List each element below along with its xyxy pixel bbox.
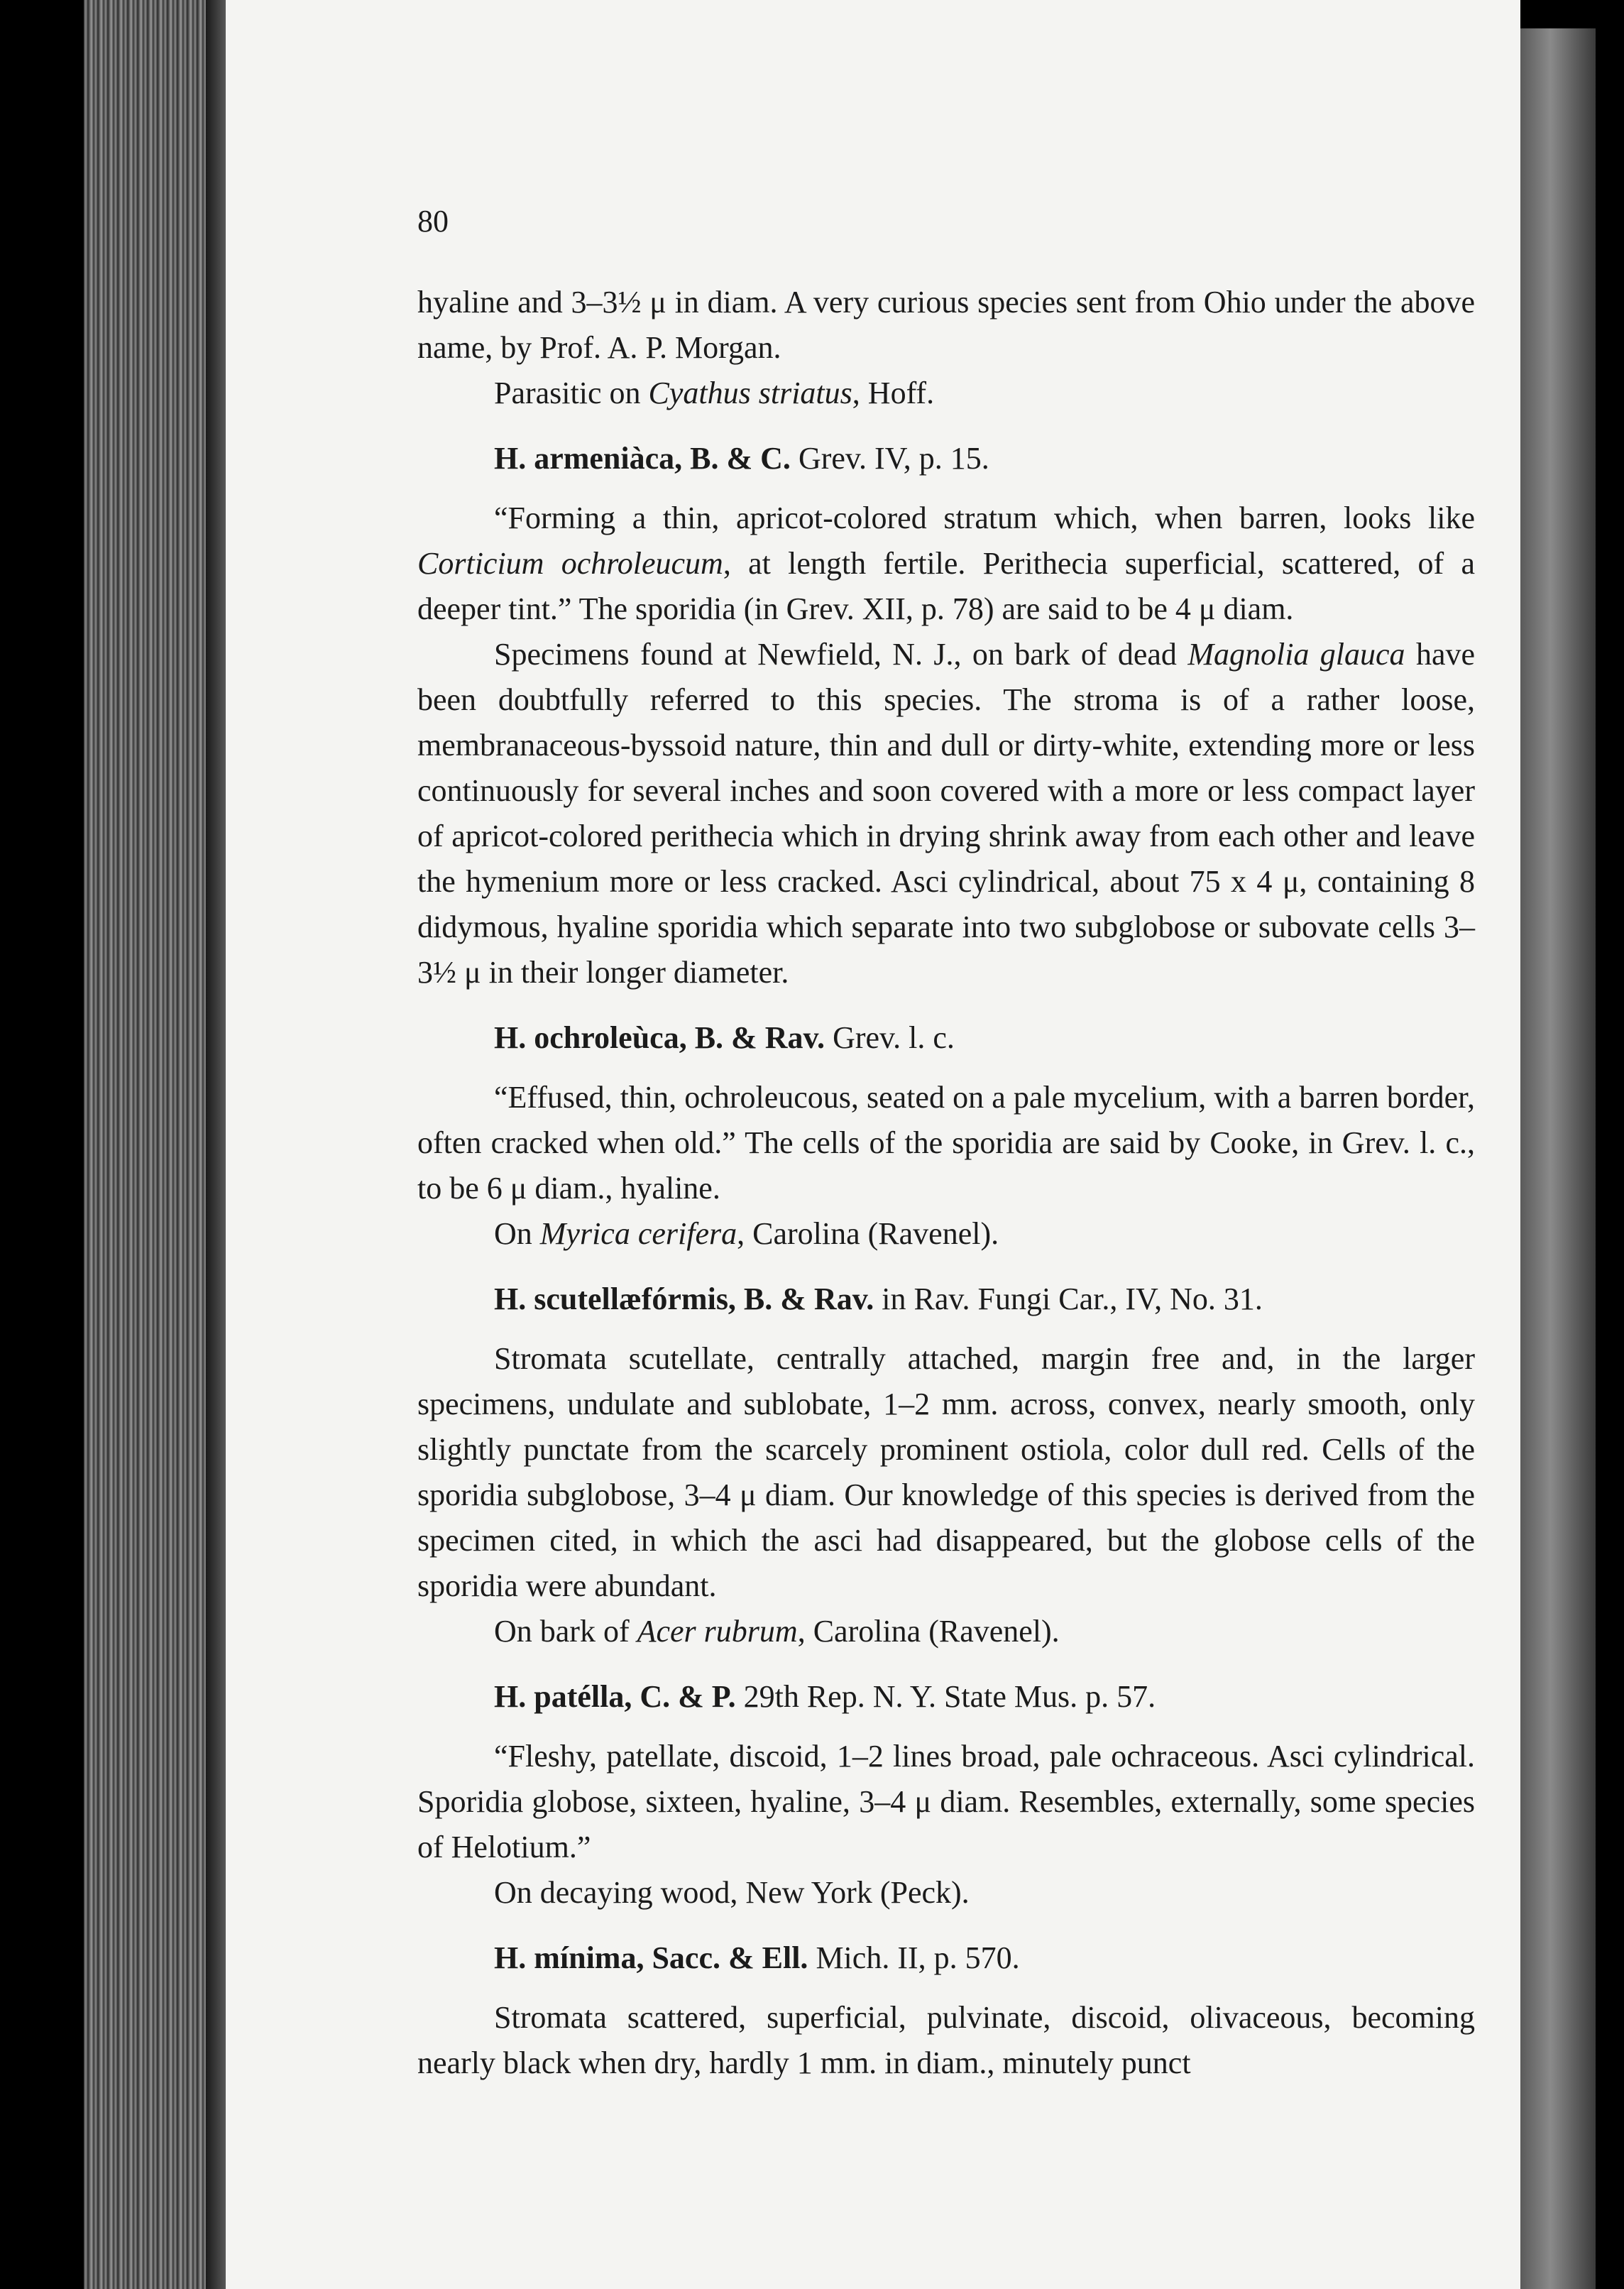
- text-run: On decaying wood, New York (Peck).: [494, 1875, 970, 1910]
- body-paragraph: [417, 1870, 1475, 1916]
- text-run: , Hoff.: [852, 376, 935, 410]
- species-name: H. scutellæfórmis, B. & Rav.: [494, 1282, 874, 1316]
- body-paragraph: [417, 1075, 1475, 1211]
- species-reference: Mich. II, p. 570.: [808, 1940, 1020, 1975]
- body-paragraph: [417, 1734, 1475, 1870]
- text-run: On: [494, 1216, 540, 1251]
- body-paragraph: [417, 496, 1475, 632]
- species-heading: [494, 1015, 1475, 1061]
- text-run: “Fleshy, patellate, discoid, 1–2 lines broad, pale ochraceous. Asci cylindrical. Sporidia globose, sixteen, hyaline, 3–4 μ diam. Resembles, externally, some species of Helotium.”: [417, 1739, 1475, 1864]
- species-heading: [494, 1935, 1475, 1981]
- species-reference: Grev. IV, p. 15.: [790, 441, 989, 476]
- text-run: Specimens found at Newfield, N. J., on bark of dead: [494, 637, 1188, 672]
- species-reference: 29th Rep. N. Y. State Mus. p. 57.: [735, 1679, 1156, 1714]
- page-content: [417, 199, 1475, 2086]
- text-run: hyaline and 3–3½ μ in diam. A very curious species sent from Ohio under the above name, by Prof. A. P. Morgan.: [417, 285, 1475, 365]
- body-paragraph: [417, 1336, 1475, 1609]
- taxon-italic: Corticium ochroleucum: [417, 546, 723, 581]
- body-paragraph: [417, 632, 1475, 995]
- book-page: [226, 0, 1520, 2289]
- text-run: , Carolina (Ravenel).: [737, 1216, 999, 1251]
- taxon-italic: Myrica cerifera: [539, 1216, 737, 1251]
- body-paragraph: [417, 280, 1475, 371]
- body-paragraph: [417, 1995, 1475, 2086]
- species-name: H. mínima, Sacc. & Ell.: [494, 1940, 808, 1975]
- body-paragraph: [417, 371, 1475, 416]
- species-name: H. armeniàca, B. & C.: [494, 441, 791, 476]
- text-run: have been doubtfully referred to this species. The stroma is of a rather loose, membranaceous-byssoid nature, thin and dull or dirty-white, extending more or less continuously for several inches and soon covered with a more or less compact layer of apricot-colored perithecia which in drying shrink away from each other and leave the hymenium more or less cracked. Asci cylindrical, about 75 x 4 μ, containing 8 didymous, hyaline sporidia which separate into two subglobose or subovate cells 3–3½ μ in their longer diameter.: [417, 637, 1475, 990]
- species-heading: [494, 1674, 1475, 1720]
- species-reference: in Rav. Fungi Car., IV, No. 31.: [874, 1282, 1263, 1316]
- page-number: 80: [417, 204, 449, 239]
- species-heading: [494, 436, 1475, 481]
- taxon-italic: Cyathus striatus: [648, 376, 852, 410]
- body-paragraph: [417, 1211, 1475, 1257]
- book-page-edges: [84, 0, 219, 2289]
- text-run: Parasitic on: [494, 376, 649, 410]
- taxon-italic: Acer rubrum: [637, 1614, 798, 1649]
- text-run: “Effused, thin, ochroleucous, seated on a pale mycelium, with a barren border, often cracked when old.” The cells of the sporidia are said by Cooke, in Grev. l. c., to be 6 μ diam., hyaline.: [417, 1080, 1475, 1206]
- body-paragraph: [417, 1609, 1475, 1654]
- text-run: On bark of: [494, 1614, 637, 1649]
- species-reference: Grev. l. c.: [825, 1020, 955, 1055]
- text-run: , Carolina (Ravenel).: [797, 1614, 1060, 1649]
- text-run: Stromata scattered, superficial, pulvinate, discoid, olivaceous, becoming nearly black when dry, hardly 1 mm. in diam., minutely punct: [417, 2000, 1475, 2080]
- species-heading: [494, 1277, 1475, 1322]
- species-name: H. patélla, C. & P.: [494, 1679, 736, 1714]
- taxon-italic: Magnolia glauca: [1187, 637, 1405, 672]
- text-run: , at length fertile. Perithecia superficial, scattered, of a deeper tint.” The sporidia (in Grev. XII, p. 78) are said to be 4 μ diam.: [417, 546, 1475, 626]
- text-run: Stromata scutellate, centrally attached, margin free and, in the larger specimens, undulate and sublobate, 1–2 mm. across, convex, nearly smooth, only slightly punctate from the scarcely prominent ostiola, color dull red. Cells of the sporidia subglobose, 3–4 μ diam. Our knowledge of this species is derived from the specimen cited, in which the asci had disappeared, but the globose cells of the sporidia were abundant.: [417, 1341, 1475, 1603]
- facing-page-edge: [1520, 28, 1596, 2289]
- text-run: “Forming a thin, apricot-colored stratum which, when barren, looks like: [494, 501, 1475, 535]
- species-name: H. ochroleùca, B. & Rav.: [494, 1020, 825, 1055]
